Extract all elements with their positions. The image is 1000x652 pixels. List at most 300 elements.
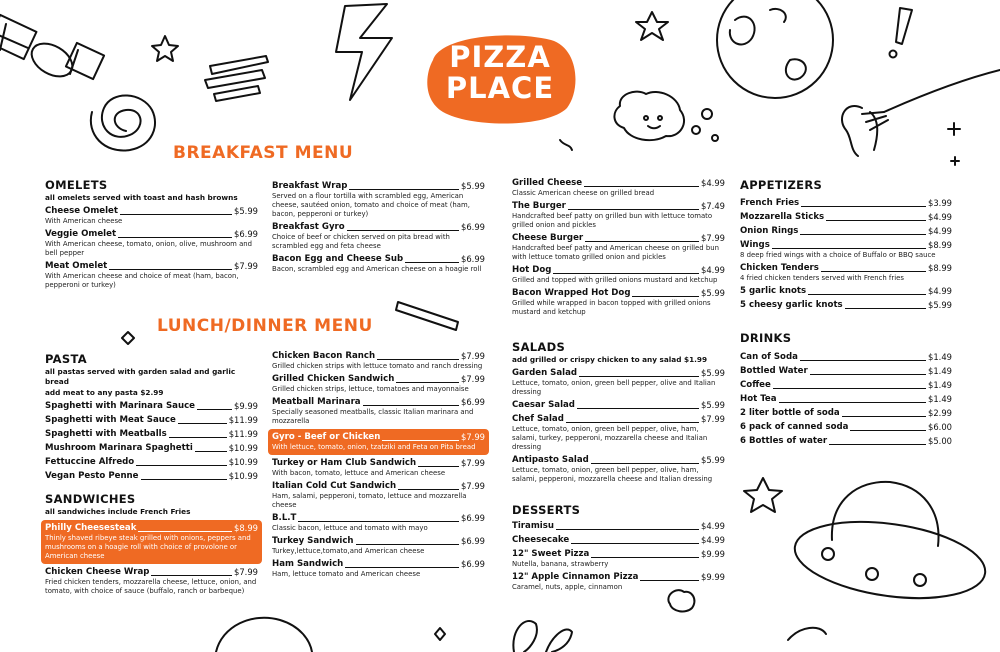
menu-item [740, 352, 952, 363]
dot-leader [141, 479, 227, 480]
menu-item-price: $6.99 [461, 222, 485, 232]
dot-leader [553, 273, 699, 274]
menu-item-row [512, 265, 725, 276]
menu-item-price: $4.99 [928, 226, 952, 236]
menu-item-price: $5.99 [234, 206, 258, 216]
menu-item-name: Bacon Egg and Cheese Sub [272, 254, 404, 264]
menu-item-row [740, 286, 952, 297]
menu-item-name: Meatball Marinara [272, 397, 361, 407]
menu-item-name: Chef Salad [512, 414, 564, 424]
menu-item [45, 567, 258, 596]
menu-item-row [512, 233, 725, 244]
menu-item-price: $4.99 [701, 178, 725, 188]
fries-icon [205, 56, 268, 101]
menu-item [272, 397, 485, 426]
menu-item-row [740, 300, 952, 311]
menu-item-price: $3.99 [928, 198, 952, 208]
menu-item-description: Lettuce, tomato, onion, green bell pepper, olive, ham, salami, pepperoni, mozzarella cheese and Italian dressing [512, 466, 713, 483]
menu-item-row [740, 380, 952, 391]
dot-leader [800, 360, 926, 361]
dot-leader [356, 544, 459, 545]
dot-leader [591, 463, 699, 464]
dot-leader [178, 423, 227, 424]
dot-leader [773, 388, 926, 389]
menu-item-name: Spaghetti with Meat Sauce [45, 415, 176, 425]
menu-item [740, 198, 952, 209]
salads-section [512, 340, 725, 484]
dot-leader [585, 241, 699, 242]
star-icon [744, 478, 782, 512]
menu-item-row [272, 222, 485, 233]
menu-item-name: Grilled Cheese [512, 178, 583, 188]
menu-item-row [512, 414, 725, 425]
dot-leader [571, 543, 699, 544]
menu-item-row [740, 240, 952, 251]
dot-leader [801, 206, 926, 207]
menu-item [272, 254, 485, 274]
dot-leader [396, 382, 459, 383]
sandwiches-section [45, 492, 258, 596]
dot-leader [347, 230, 459, 231]
salads-note: add grilled or crispy chicken to any salad $1.99 [512, 355, 708, 364]
dot-leader [577, 408, 699, 409]
dot-leader [584, 186, 699, 187]
desserts-title: DESSERTS [512, 503, 581, 517]
menu-item [512, 368, 725, 397]
ufo-icon [790, 482, 990, 609]
fork-spaghetti-icon [842, 70, 1000, 156]
menu-item [740, 212, 952, 223]
menu-item [272, 222, 485, 251]
menu-item-description: Grilled while wrapped in bacon topped with grilled onions mustard and ketchup [512, 299, 711, 316]
menu-item-row [512, 455, 725, 466]
menu-item-name: Chicken Tenders [740, 263, 819, 273]
menu-item-row [512, 535, 725, 546]
menu-item-description: Caramel, nuts, apple, cinnamon [512, 583, 623, 591]
menu-item-row [45, 229, 258, 240]
menu-item-name: Chicken Cheese Wrap [45, 567, 150, 577]
menu-item-description: With bacon, tomato, lettuce and American cheese [272, 469, 446, 477]
menu-item [45, 415, 258, 426]
menu-item-description: Choice of beef or chicken served on pita bread with scrambled egg and feta cheese [272, 233, 450, 250]
menu-item [740, 394, 952, 405]
menu-item-name: Ham Sandwich [272, 559, 344, 569]
menu-item [740, 300, 952, 311]
lightning-icon [336, 4, 392, 100]
menu-item [740, 422, 952, 433]
menu-item-price: $2.99 [928, 408, 952, 418]
menu-item-row [512, 288, 725, 299]
menu-item-price: $4.99 [928, 212, 952, 222]
menu-item [740, 408, 952, 419]
dot-leader [842, 416, 926, 417]
menu-item-price: $8.99 [928, 263, 952, 273]
menu-item-price: $8.99 [234, 523, 258, 533]
menu-item-name: Mozzarella Sticks [740, 212, 825, 222]
lunch-dinner-heading: LUNCH/DINNER MENU [157, 316, 373, 336]
menu-item-name: Turkey or Ham Club Sandwich [272, 458, 417, 468]
menu-item [512, 265, 725, 285]
menu-item-name: Grilled Chicken Sandwich [272, 374, 395, 384]
menu-item-name: Bottled Water [740, 366, 808, 376]
menu-item-price: $4.99 [701, 265, 725, 275]
dot-leader [829, 444, 926, 445]
menu-item-row [740, 352, 952, 363]
menu-item-row [512, 549, 725, 560]
satellite-icon [0, 15, 104, 83]
dot-leader [197, 409, 232, 410]
dot-leader [591, 557, 699, 558]
menu-item [512, 535, 725, 546]
menu-item-name: B.L.T [272, 513, 297, 523]
menu-item-price: $5.99 [701, 288, 725, 298]
menu-item-name: Spaghetti with Marinara Sauce [45, 401, 196, 411]
appetizers-section [740, 178, 952, 311]
menu-item-row [272, 397, 485, 408]
menu-item-row [272, 559, 485, 570]
menu-item-description: Nutella, banana, strawberry [512, 560, 609, 568]
menu-item-price: $7.99 [234, 567, 258, 577]
menu-item-description: Lettuce, tomato, onion, green bell pepper, olive and Italian dressing [512, 379, 716, 396]
dot-leader [118, 237, 232, 238]
menu-item-row [512, 572, 725, 583]
menu-item-price: $5.99 [701, 400, 725, 410]
menu-item [512, 288, 725, 317]
menu-item-price: $9.99 [701, 572, 725, 582]
menu-item-name: Gyro - Beef or Chicken [272, 432, 381, 442]
menu-item [272, 351, 485, 371]
menu-item-row [45, 261, 258, 272]
menu-item-description: Grilled chicken strips, lettuce, tomatoes and mayonnaise [272, 385, 469, 393]
menu-item-name: Tiramisu [512, 521, 554, 531]
menu-item-name: Antipasto Salad [512, 455, 589, 465]
menu-item-description: Classic bacon, lettuce and tomato with mayo [272, 524, 428, 532]
salads-title: SALADS [512, 340, 566, 354]
menu-item-name: Hot Dog [512, 265, 552, 275]
dot-leader [382, 440, 459, 441]
menu-item [45, 471, 258, 482]
dot-leader [109, 269, 232, 270]
menu-item [272, 181, 485, 219]
sandwiches-list [45, 520, 258, 596]
menu-item-price: $6.99 [461, 513, 485, 523]
dot-leader [810, 374, 926, 375]
menu-item-price: $1.49 [928, 380, 952, 390]
menu-item-price: $4.99 [928, 286, 952, 296]
menu-item [512, 572, 725, 592]
menu-item-description: Ham, salami, pepperoni, tomato, lettuce and mozzarella cheese [272, 492, 467, 509]
dot-leader [120, 214, 232, 215]
dot-leader [138, 531, 232, 532]
logo-line-2: PLACE [445, 71, 555, 105]
lunch-more-list [272, 351, 485, 579]
menu-item-price: $6.99 [461, 397, 485, 407]
menu-item-price: $6.00 [928, 422, 952, 432]
menu-item-row [272, 254, 485, 265]
menu-item [272, 559, 485, 579]
menu-item-description: Bacon, scrambled egg and American cheese on a hoagie roll [272, 265, 482, 273]
menu-item-name: 6 pack of canned soda [740, 422, 849, 432]
omelets-list [45, 206, 258, 290]
menu-item [45, 401, 258, 412]
menu-item [512, 201, 725, 230]
menu-item [512, 521, 725, 532]
pasta-note-2: add meat to any pasta $2.99 [45, 388, 164, 397]
menu-item [512, 414, 725, 452]
spiral-icon [91, 95, 155, 150]
menu-item-row [512, 368, 725, 379]
menu-item [272, 536, 485, 556]
desserts-section [512, 503, 725, 592]
dot-leader [195, 451, 227, 452]
omelets-title: OMELETS [45, 178, 108, 192]
menu-item [272, 374, 485, 394]
menu-item-name: Bacon Wrapped Hot Dog [512, 288, 631, 298]
dot-leader [779, 402, 926, 403]
menu-item-row [512, 521, 725, 532]
desserts-list [512, 521, 725, 592]
pasta-list [45, 401, 258, 482]
menu-item-name: Hot Tea [740, 394, 777, 404]
omelets-section [45, 178, 258, 290]
menu-item-price: $6.99 [234, 229, 258, 239]
lunch-more-section [272, 348, 485, 579]
dot-leader [298, 521, 459, 522]
menu-item-row [45, 429, 258, 440]
dot-leader [136, 465, 226, 466]
pasta-title: PASTA [45, 352, 87, 366]
dot-leader [556, 529, 699, 530]
menu-item-name: 5 garlic knots [740, 286, 807, 296]
dot-leader [772, 248, 926, 249]
menu-item-price: $7.99 [701, 414, 725, 424]
menu-item-price: $10.99 [228, 457, 258, 467]
menu-item-name: 5 cheesy garlic knots [740, 300, 843, 310]
dot-leader [568, 209, 699, 210]
breakfast-more-list [272, 181, 485, 274]
exclamation-icon [896, 8, 912, 44]
menu-item-price: $7.99 [461, 374, 485, 384]
menu-item [740, 380, 952, 391]
dot-leader [566, 422, 699, 423]
menu-item-description: Grilled chicken strips with lettuce tomato and ranch dressing [272, 362, 483, 370]
menu-item-name: Onion Rings [740, 226, 799, 236]
pasta-note: all pastas served with garden salad and garlic bread [45, 367, 236, 386]
menu-item-description: With lettuce, tomato, onion, tzatziki and Feta on Pita bread [272, 443, 476, 451]
dot-leader [151, 575, 232, 576]
appetizers-title: APPETIZERS [740, 178, 823, 192]
menu-item-name: Meat Omelet [45, 261, 108, 271]
menu-item-row [272, 513, 485, 524]
menu-item [45, 206, 258, 226]
burgers-list [512, 178, 725, 317]
menu-item-name: Vegan Pesto Penne [45, 471, 139, 481]
star-icon [152, 36, 178, 61]
menu-item-description: Specially seasoned meatballs, classic Italian marinara and mozzarella [272, 408, 474, 425]
menu-item-price: $10.99 [228, 471, 258, 481]
menu-item-description: Handcrafted beef patty on grilled bun with lettuce tomato grilled onion and pickles [512, 212, 713, 229]
brand-logo [421, 30, 579, 126]
drinks-section [740, 331, 952, 447]
featured-menu-item [41, 520, 262, 564]
menu-item-price: $6.99 [461, 559, 485, 569]
menu-item [740, 240, 952, 260]
menu-item-row [45, 457, 258, 468]
menu-item-row [272, 432, 485, 443]
breakfast-heading: BREAKFAST MENU [173, 143, 354, 163]
breakfast-more-section [272, 178, 485, 274]
menu-item-row [740, 263, 952, 274]
menu-item-price: $1.49 [928, 394, 952, 404]
dot-leader [808, 294, 926, 295]
menu-item-name: Can of Soda [740, 352, 798, 362]
dot-leader [845, 308, 926, 309]
dot-leader [826, 220, 926, 221]
dot-leader [640, 580, 699, 581]
menu-item-description: Served on a flour tortilla with scrambled egg, American cheese, sautéed onion, tomato and choice of meat (ham, bacon, pepperoni or turkey) [272, 192, 470, 218]
menu-item-name: 6 Bottles of water [740, 436, 828, 446]
menu-item-row [512, 201, 725, 212]
dot-leader [418, 466, 459, 467]
menu-item-name: Spaghetti with Meatballs [45, 429, 167, 439]
menu-item [740, 366, 952, 377]
menu-item [512, 233, 725, 262]
menu-item-price: $7.49 [701, 201, 725, 211]
menu-item-row [740, 408, 952, 419]
menu-item-description: With American cheese, tomato, onion, olive, mushroom and bell pepper [45, 240, 253, 257]
menu-item-row [45, 567, 258, 578]
menu-item [272, 481, 485, 510]
menu-item [740, 436, 952, 447]
menu-item-row [272, 536, 485, 547]
menu-item-row [45, 443, 258, 454]
menu-item-price: $1.49 [928, 352, 952, 362]
menu-item [512, 549, 725, 569]
menu-item-description: 4 fried chicken tenders served with French fries [740, 274, 904, 282]
dot-leader [850, 430, 926, 431]
menu-item-price: $1.49 [928, 366, 952, 376]
menu-item-description: Grilled and topped with grilled onions mustard and ketchup [512, 276, 718, 284]
dot-leader [398, 489, 459, 490]
menu-item [512, 178, 725, 198]
planet-icon [717, 0, 833, 98]
menu-item-name: Fettuccine Alfredo [45, 457, 135, 467]
menu-item-price: $5.99 [461, 181, 485, 191]
menu-item-description: 8 deep fried wings with a choice of Buffalo or BBQ sauce [740, 251, 936, 259]
salads-list [512, 368, 725, 484]
menu-item-row [45, 523, 258, 534]
menu-item-name: Cheese Burger [512, 233, 584, 243]
menu-item-name: Wings [740, 240, 770, 250]
menu-item-name: Veggie Omelet [45, 229, 117, 239]
logo-line-1: PIZZA [449, 40, 551, 74]
menu-item-name: 12" Apple Cinnamon Pizza [512, 572, 639, 582]
menu-item-row [45, 415, 258, 426]
omelets-note: all omelets served with toast and hash browns [45, 193, 238, 202]
menu-item-price: $7.99 [701, 233, 725, 243]
menu-item-name: Philly Cheesesteak [45, 523, 137, 533]
menu-item-description: Thinly shaved ribeye steak grilled with onions, peppers and mushrooms on a hoagie roll with choice of provolone or American cheese [45, 534, 251, 560]
pasta-section [45, 352, 258, 482]
menu-item-price: $5.99 [928, 300, 952, 310]
menu-item-description: Fried chicken tenders, mozzarella cheese, lettuce, onion, and tomato, with choice of sauce (buffalo, ranch or barbeque) [45, 578, 257, 595]
menu-item-price: $4.99 [701, 521, 725, 531]
menu-item-price: $7.99 [461, 432, 485, 442]
dot-leader [800, 234, 926, 235]
dot-leader [377, 359, 459, 360]
menu-item-name: Breakfast Wrap [272, 181, 348, 191]
menu-item [512, 400, 725, 411]
menu-item [740, 263, 952, 283]
menu-item-row [272, 351, 485, 362]
menu-item-description: Ham, lettuce tomato and American cheese [272, 570, 421, 578]
dot-leader [169, 437, 227, 438]
menu-item-price: $7.99 [234, 261, 258, 271]
menu-item-description: Lettuce, tomato, onion, green bell pepper, olive, ham, salami, turkey, pepperoni, mozzarella cheese and Italian dressing [512, 425, 708, 451]
menu-item-price: $6.99 [461, 536, 485, 546]
menu-item-name: The Burger [512, 201, 566, 211]
menu-item-name: 2 liter bottle of soda [740, 408, 840, 418]
menu-item-price: $11.99 [228, 429, 258, 439]
dot-leader [363, 405, 459, 406]
menu-item-name: Italian Cold Cut Sandwich [272, 481, 397, 491]
menu-item-row [45, 401, 258, 412]
menu-item [45, 443, 258, 454]
menu-item-name: 12" Sweet Pizza [512, 549, 590, 559]
menu-item-row [740, 212, 952, 223]
sandwiches-note: all sandwiches include French Fries [45, 507, 191, 516]
menu-item-name: Chicken Bacon Ranch [272, 351, 376, 361]
menu-item-price: $8.99 [928, 240, 952, 250]
menu-item-price: $5.99 [701, 368, 725, 378]
menu-item-price: $9.99 [701, 549, 725, 559]
burgers-section [512, 175, 725, 317]
menu-item-description: With American cheese and choice of meat (ham, bacon, pepperoni or turkey) [45, 272, 239, 289]
menu-item-row [740, 394, 952, 405]
dot-leader [345, 567, 459, 568]
menu-item-name: Cheesecake [512, 535, 570, 545]
menu-item-row [272, 481, 485, 492]
menu-item-price: $4.99 [701, 535, 725, 545]
sandwiches-title: SANDWICHES [45, 492, 136, 506]
menu-item [45, 429, 258, 440]
star-icon [636, 12, 668, 40]
menu-item-row [740, 436, 952, 447]
menu-item [512, 455, 725, 484]
menu-item-price: $10.99 [228, 443, 258, 453]
menu-item-price: $6.99 [461, 254, 485, 264]
menu-item-name: Coffee [740, 380, 771, 390]
menu-item-row [45, 471, 258, 482]
menu-item-description: Handcrafted beef patty and American cheese on grilled bun with lettuce tomato grilled onion and pickles [512, 244, 719, 261]
menu-item [740, 226, 952, 237]
dot-leader [349, 189, 459, 190]
menu-item-row [45, 206, 258, 217]
drinks-list [740, 352, 952, 447]
menu-item-name: Cheese Omelet [45, 206, 118, 216]
dot-leader [632, 296, 699, 297]
menu-item-row [272, 181, 485, 192]
menu-item-name: French Fries [740, 198, 800, 208]
dot-leader [579, 376, 699, 377]
menu-item-price: $7.99 [461, 351, 485, 361]
menu-item-description: Turkey,lettuce,tomato,and American cheese [272, 547, 425, 555]
dot-leader [405, 262, 459, 263]
menu-item-price: $5.99 [701, 455, 725, 465]
menu-item-description: Classic American cheese on grilled bread [512, 189, 655, 197]
menu-item-row [740, 198, 952, 209]
menu-item [45, 229, 258, 258]
